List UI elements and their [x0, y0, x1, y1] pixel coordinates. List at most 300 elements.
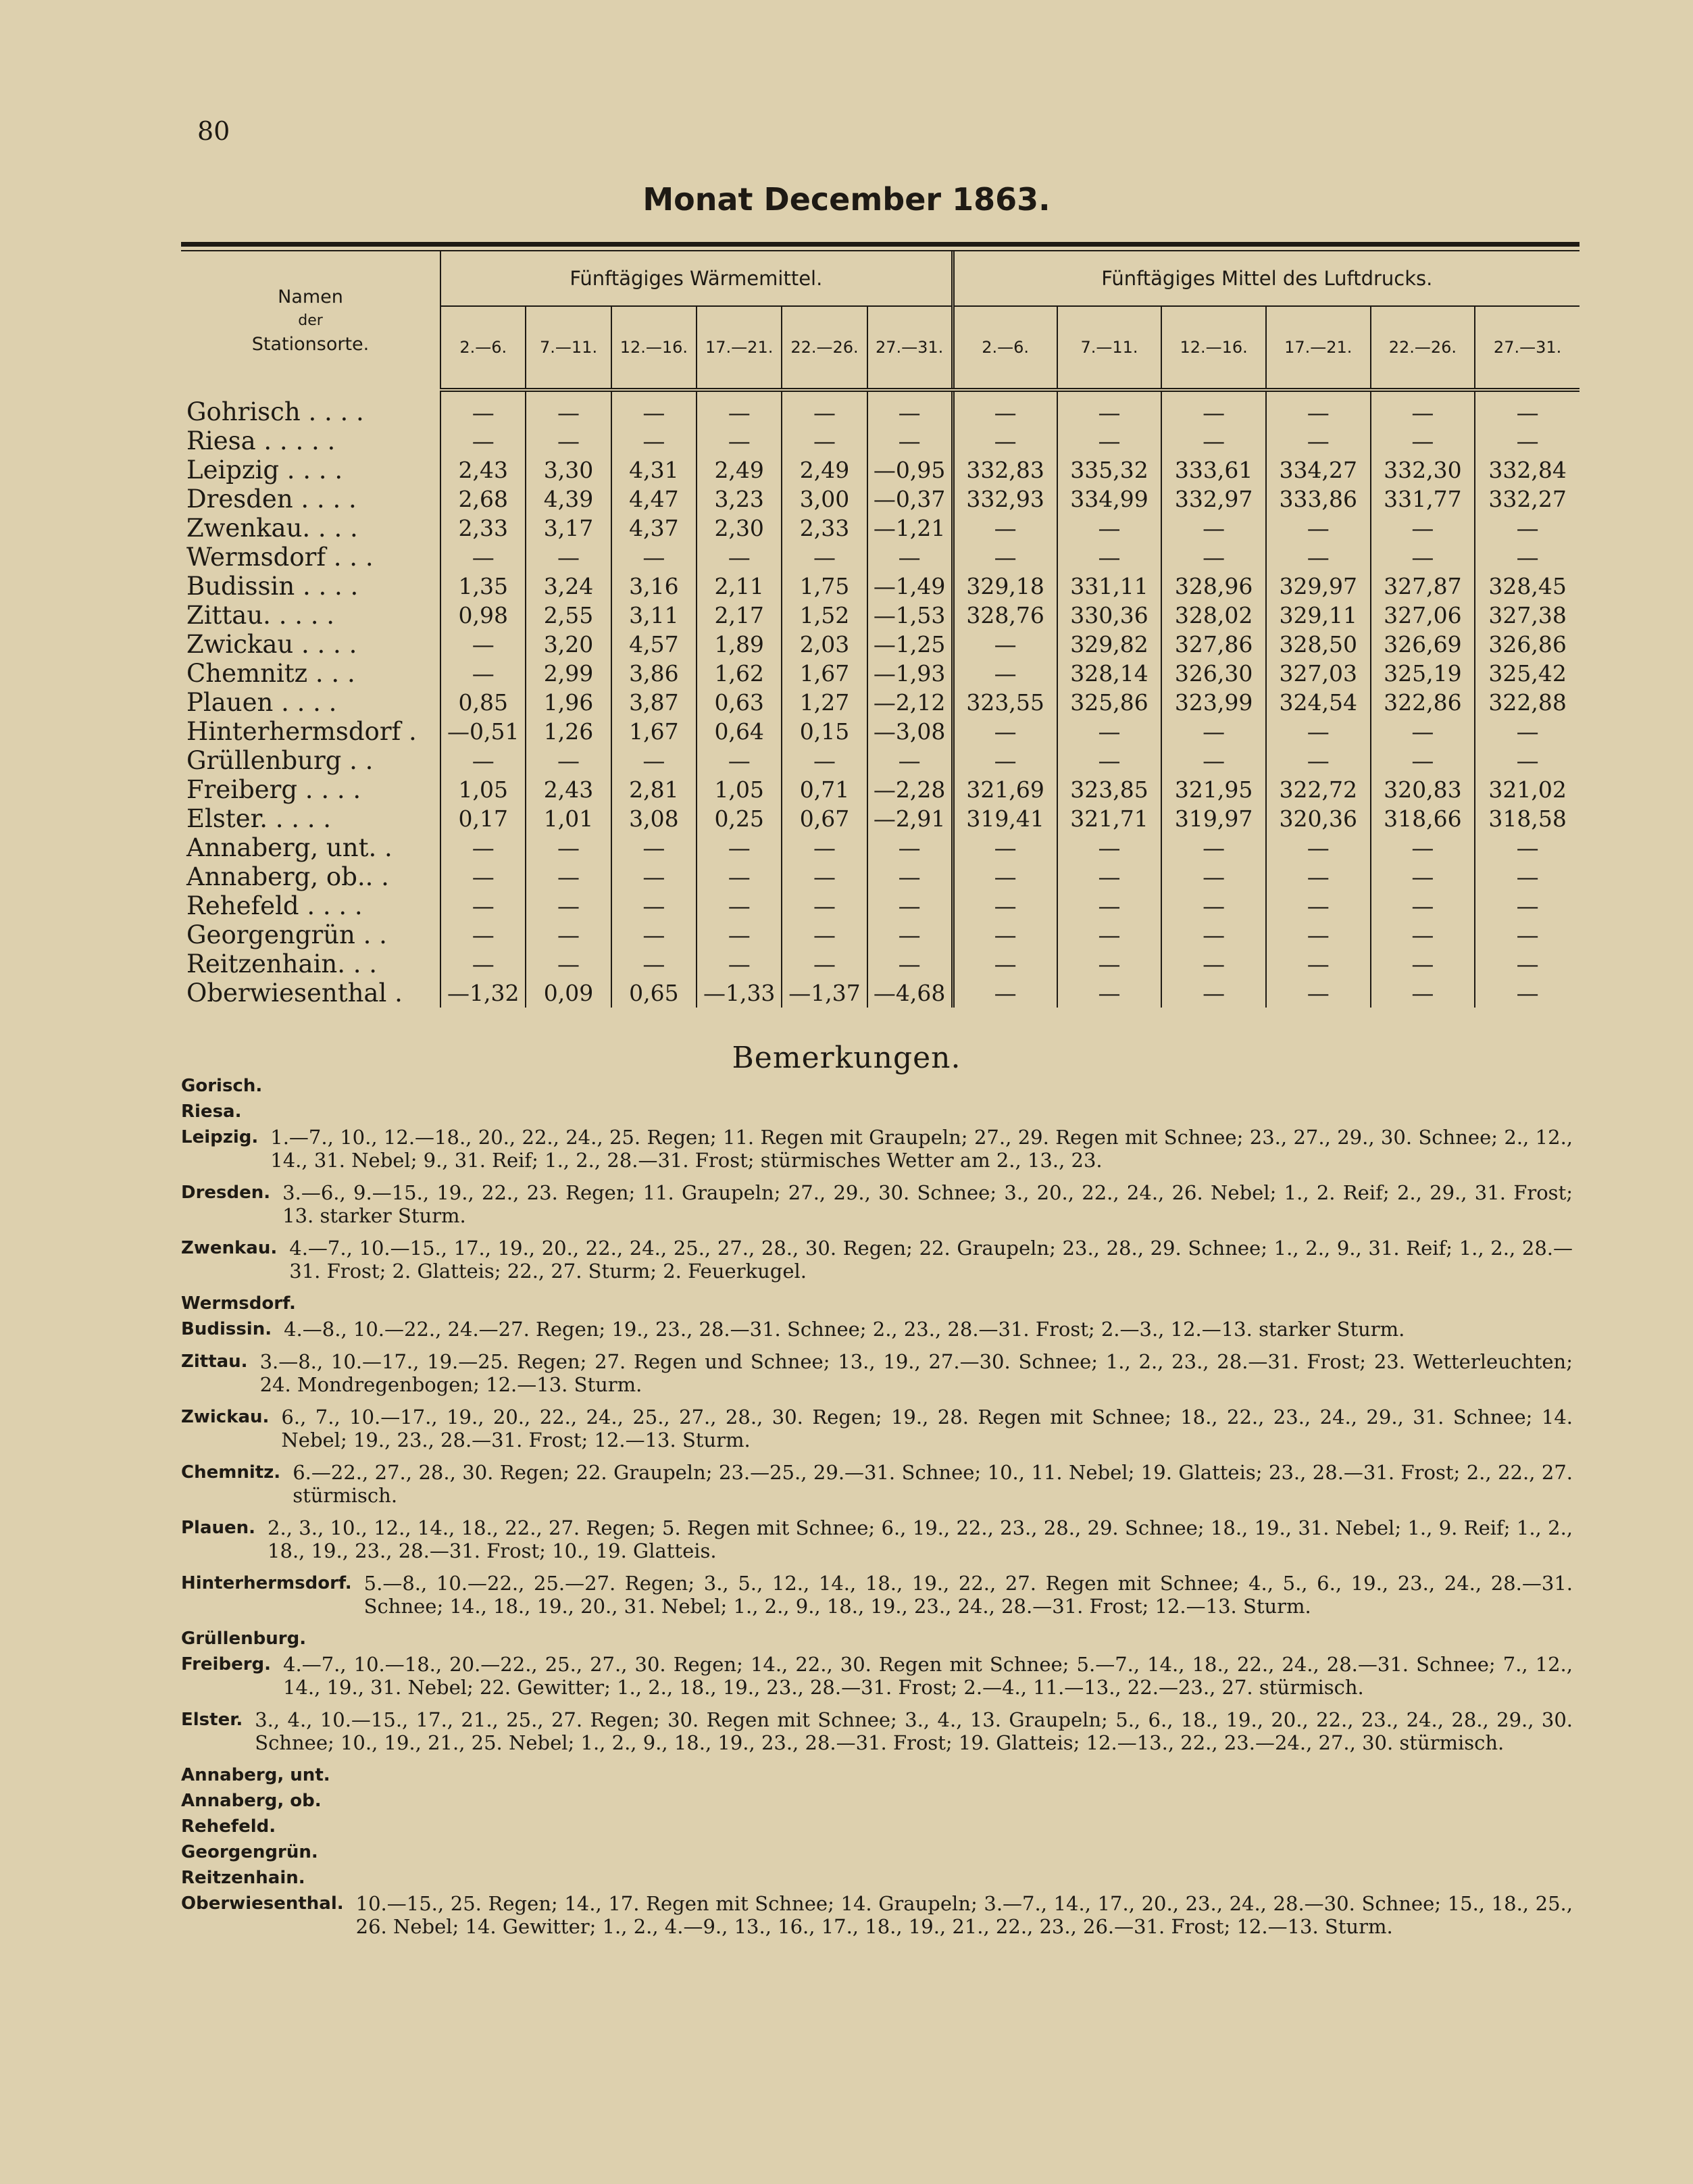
pressure-period-header: 12.—16. — [1161, 306, 1266, 390]
pressure-cell: 327,38 — [1475, 601, 1580, 630]
pressure-cell: — — [1266, 390, 1371, 426]
temp-period-header: 17.—21. — [697, 306, 782, 390]
pressure-period-header: 22.—26. — [1371, 306, 1475, 390]
pressure-cell: — — [1161, 949, 1266, 978]
pressure-cell: 334,27 — [1266, 455, 1371, 485]
pressure-cell: — — [1371, 978, 1475, 1008]
remark-entry — [181, 1841, 1573, 1864]
pressure-cell: — — [1266, 426, 1371, 455]
pressure-cell: 326,30 — [1161, 659, 1266, 688]
temperature-cell: 2,81 — [611, 775, 697, 804]
pressure-cell: 329,18 — [953, 572, 1057, 601]
temperature-cell: 0,65 — [611, 978, 697, 1008]
pressure-cell: 325,42 — [1475, 659, 1580, 688]
pressure-cell: 323,99 — [1161, 688, 1266, 717]
pressure-cell: 328,45 — [1475, 572, 1580, 601]
station-name: Riesa . . . . . — [186, 426, 336, 455]
pressure-cell: — — [1475, 920, 1580, 949]
pressure-cell: 327,86 — [1161, 630, 1266, 659]
pressure-cell: — — [1161, 543, 1266, 572]
temperature-cell: 1,26 — [526, 717, 611, 746]
remark-station-label: Riesa. — [181, 1101, 242, 1122]
table-row — [181, 630, 1580, 659]
temperature-cell: 0,09 — [526, 978, 611, 1008]
pressure-cell: 322,86 — [1371, 688, 1475, 717]
temperature-cell: 2,49 — [697, 455, 782, 485]
pressure-cell: 321,69 — [953, 775, 1057, 804]
temperature-cell: 0,98 — [440, 601, 526, 630]
pressure-cell: 324,54 — [1266, 688, 1371, 717]
remark-text: 4.—7., 10.—18., 20.—22., 25., 27., 30. Regen; 14., 22., 30. Regen mit Schnee; 5.—7., 14., 18., 22., 24., 28.—31. Schnee; 7., 12., 14., 19., 31. Nebel; 22. Gewitter; 1., 2., 18., 19., 23., 28.—31. Frost; 2.—4., 11.—13., 22.—23., 27. stürmisch. — [283, 1653, 1573, 1699]
pressure-cell: 318,66 — [1371, 804, 1475, 833]
pressure-cell: 328,02 — [1161, 601, 1266, 630]
pressure-cell: — — [953, 717, 1057, 746]
station-name: Oberwiesenthal . — [186, 978, 403, 1008]
pressure-cell: — — [1371, 717, 1475, 746]
remark-entry — [181, 1815, 1573, 1838]
temperature-cell: — — [440, 543, 526, 572]
temperature-cell: — — [440, 659, 526, 688]
temperature-cell: — — [782, 390, 867, 426]
temperature-cell: — — [867, 833, 953, 862]
temperature-cell: 2,99 — [526, 659, 611, 688]
station-name: Grüllenburg . . — [186, 746, 374, 775]
temperature-cell: 4,31 — [611, 455, 697, 485]
remark-text — [343, 1764, 1573, 1787]
temperature-cell: — — [440, 426, 526, 455]
temperature-cell: 1,96 — [526, 688, 611, 717]
pressure-cell: 322,72 — [1266, 775, 1371, 804]
temperature-cell: — — [611, 390, 697, 426]
pressure-cell: — — [1057, 862, 1162, 891]
table-row — [181, 390, 1580, 426]
temperature-cell: — — [697, 426, 782, 455]
data-table — [181, 251, 1580, 1008]
pressure-cell: — — [1161, 514, 1266, 543]
remark-station-label: Reitzenhain. — [181, 1868, 305, 1888]
temperature-cell: — — [697, 833, 782, 862]
temperature-cell: —1,21 — [867, 514, 953, 543]
pressure-cell: 329,82 — [1057, 630, 1162, 659]
pressure-cell: — — [1475, 833, 1580, 862]
pressure-cell: — — [1057, 833, 1162, 862]
remark-entry — [181, 1708, 1573, 1754]
temperature-cell: — — [782, 862, 867, 891]
pressure-cell: 322,88 — [1475, 688, 1580, 717]
station-name: Chemnitz . . . — [186, 659, 355, 688]
pressure-cell: 332,27 — [1475, 485, 1580, 514]
temperature-cell: — — [697, 920, 782, 949]
header-name-line-3: Stationsorte. — [251, 333, 370, 355]
temperature-cell: — — [440, 920, 526, 949]
temperature-cell: 2,68 — [440, 485, 526, 514]
temperature-cell: — — [611, 426, 697, 455]
temperature-cell: —1,33 — [697, 978, 782, 1008]
temperature-cell: 4,47 — [611, 485, 697, 514]
remark-station-label: Plauen. — [181, 1518, 256, 1538]
pressure-cell: — — [1371, 543, 1475, 572]
temperature-cell: —1,37 — [782, 978, 867, 1008]
temperature-cell: —2,28 — [867, 775, 953, 804]
remark-entry — [181, 1572, 1573, 1618]
temperature-cell: — — [611, 920, 697, 949]
pressure-cell: 331,77 — [1371, 485, 1475, 514]
temperature-cell: 3,00 — [782, 485, 867, 514]
temperature-cell: — — [526, 833, 611, 862]
remark-text — [318, 1866, 1573, 1889]
temperature-cell: 1,05 — [440, 775, 526, 804]
temperature-cell: 0,15 — [782, 717, 867, 746]
station-name: Annaberg, unt. . — [186, 833, 393, 862]
temperature-cell: — — [440, 833, 526, 862]
temperature-cell: —2,91 — [867, 804, 953, 833]
temp-period-header: 2.—6. — [440, 306, 526, 390]
pressure-cell: 328,14 — [1057, 659, 1162, 688]
pressure-cell: — — [1161, 426, 1266, 455]
pressure-period-header: 7.—11. — [1057, 306, 1162, 390]
temperature-cell: —0,51 — [440, 717, 526, 746]
table-row — [181, 543, 1580, 572]
temperature-cell: — — [697, 949, 782, 978]
pressure-cell: 321,71 — [1057, 804, 1162, 833]
remark-station-label: Georgengrün. — [181, 1842, 318, 1862]
temperature-cell: — — [867, 426, 953, 455]
temperature-cell: 1,52 — [782, 601, 867, 630]
temperature-cell: 3,87 — [611, 688, 697, 717]
temperature-cell: —1,49 — [867, 572, 953, 601]
pressure-cell: 329,11 — [1266, 601, 1371, 630]
temperature-cell: — — [440, 630, 526, 659]
pressure-cell: — — [1371, 426, 1475, 455]
pressure-cell: — — [1475, 543, 1580, 572]
temp-period-header: 12.—16. — [611, 306, 697, 390]
temperature-cell: — — [867, 746, 953, 775]
remark-station-label: Oberwiesenthal. — [181, 1893, 344, 1914]
pressure-cell: — — [953, 862, 1057, 891]
remark-station-label: Budissin. — [181, 1319, 272, 1339]
temperature-cell: — — [782, 426, 867, 455]
pressure-period-header: 17.—21. — [1266, 306, 1371, 390]
temperature-cell: 1,27 — [782, 688, 867, 717]
temperature-cell: 2,43 — [526, 775, 611, 804]
pressure-cell: — — [953, 746, 1057, 775]
remark-station-label: Annaberg, unt. — [181, 1765, 330, 1785]
temperature-cell: — — [440, 862, 526, 891]
temperature-cell: —4,68 — [867, 978, 953, 1008]
temperature-cell: — — [782, 891, 867, 920]
table-row — [181, 485, 1580, 514]
pressure-cell: — — [1057, 891, 1162, 920]
temperature-cell: 4,57 — [611, 630, 697, 659]
pressure-cell: — — [1266, 920, 1371, 949]
header-name-line-1: Namen — [278, 286, 343, 307]
pressure-cell: — — [1475, 514, 1580, 543]
pressure-cell: — — [1266, 543, 1371, 572]
pressure-cell: — — [1057, 717, 1162, 746]
pressure-cell: — — [1266, 978, 1371, 1008]
temperature-cell: — — [697, 746, 782, 775]
pressure-cell: 332,30 — [1371, 455, 1475, 485]
table-row — [181, 601, 1580, 630]
table-row — [181, 978, 1580, 1008]
temperature-cell: — — [440, 891, 526, 920]
header-row-groups — [181, 251, 1580, 306]
remark-station-label: Leipzig. — [181, 1127, 259, 1147]
temperature-cell: 0,64 — [697, 717, 782, 746]
pressure-cell: — — [1057, 390, 1162, 426]
remark-text: 5.—8., 10.—22., 25.—27. Regen; 3., 5., 12., 14., 18., 19., 22., 27. Regen mit Schnee; 4., 5., 6., 19., 23., 24., 28.—31. Schnee; 14., 18., 19., 20., 31. Nebel; 1., 2., 9., 18., 19., 23., 24., 28.—31. Frost; 12.—13. Sturm. — [363, 1572, 1573, 1618]
temperature-cell: —3,08 — [867, 717, 953, 746]
remark-station-label: Freiberg. — [181, 1654, 272, 1674]
pressure-cell: — — [1475, 426, 1580, 455]
pressure-cell: 328,50 — [1266, 630, 1371, 659]
pressure-cell: — — [1161, 862, 1266, 891]
temperature-cell: — — [440, 949, 526, 978]
pressure-cell: — — [1057, 949, 1162, 978]
pressure-cell: 318,58 — [1475, 804, 1580, 833]
pressure-cell: 326,86 — [1475, 630, 1580, 659]
temperature-cell: 1,01 — [526, 804, 611, 833]
temperature-cell: 3,24 — [526, 572, 611, 601]
temperature-cell: —1,93 — [867, 659, 953, 688]
temperature-cell: 0,17 — [440, 804, 526, 833]
remark-text: 1.—7., 10., 12.—18., 20., 22., 24., 25. Regen; 11. Regen mit Graupeln; 27., 29. Regen mit Schnee; 23., 27., 29., 30. Schnee; 2., 12., 14., 31. Nebel; 9., 31. Reif; 1., 2., 28.—31. Frost; stürmisches Wetter am 2., 13., 23. — [270, 1126, 1573, 1172]
pressure-cell: — — [1161, 833, 1266, 862]
temperature-cell: 0,67 — [782, 804, 867, 833]
remark-station-label: Zittau. — [181, 1351, 248, 1372]
remark-station-label: Dresden. — [181, 1183, 271, 1203]
pressure-cell: 329,97 — [1266, 572, 1371, 601]
pressure-cell: 335,32 — [1057, 455, 1162, 485]
pressure-cell: — — [1266, 862, 1371, 891]
temperature-cell: — — [782, 543, 867, 572]
pressure-cell: — — [953, 426, 1057, 455]
station-name: Elster. . . . . — [186, 804, 332, 833]
pressure-cell: — — [1161, 891, 1266, 920]
pressure-cell: 333,61 — [1161, 455, 1266, 485]
station-name: Hinterhermsdorf . — [186, 717, 417, 746]
temperature-cell: — — [611, 862, 697, 891]
pressure-cell: — — [1371, 833, 1475, 862]
temperature-cell: — — [867, 543, 953, 572]
pressure-cell: 327,06 — [1371, 601, 1475, 630]
pressure-cell: 325,19 — [1371, 659, 1475, 688]
temperature-cell: — — [782, 746, 867, 775]
pressure-cell: 327,03 — [1266, 659, 1371, 688]
temperature-cell: — — [867, 390, 953, 426]
temperature-cell: — — [782, 949, 867, 978]
temperature-cell: 1,05 — [697, 775, 782, 804]
pressure-cell: — — [1057, 426, 1162, 455]
remark-text — [253, 1100, 1573, 1123]
temperature-cell: 2,30 — [697, 514, 782, 543]
table-row — [181, 949, 1580, 978]
temperature-cell: — — [867, 891, 953, 920]
temperature-cell: 3,86 — [611, 659, 697, 688]
remark-entry — [181, 1292, 1573, 1315]
temp-period-header: 27.—31. — [867, 306, 953, 390]
temperature-cell: 3,08 — [611, 804, 697, 833]
table-row — [181, 572, 1580, 601]
table-row — [181, 514, 1580, 543]
temperature-cell: — — [782, 920, 867, 949]
pressure-cell: — — [1475, 978, 1580, 1008]
pressure-cell: 321,02 — [1475, 775, 1580, 804]
pressure-cell: — — [1266, 746, 1371, 775]
pressure-period-header: 27.—31. — [1475, 306, 1580, 390]
pressure-cell: — — [1371, 390, 1475, 426]
pressure-cell: — — [1475, 717, 1580, 746]
table-row — [181, 455, 1580, 485]
pressure-cell: — — [953, 949, 1057, 978]
table-row — [181, 862, 1580, 891]
temperature-cell: 2,55 — [526, 601, 611, 630]
remark-text: 3., 4., 10.—15., 17., 21., 25., 27. Regen; 30. Regen mit Schnee; 3., 4., 13. Graupeln; 5., 6., 18., 19., 20., 22., 23., 24., 28., 29., 30. Schnee; 10., 19., 21., 25. Nebel; 1., 2., 9., 18., 19., 23., 28.—31. Frost; 19. Glatteis; 12.—13., 22., 23.—24., 27., 30. stürmisch. — [255, 1708, 1573, 1754]
pressure-cell: — — [1475, 746, 1580, 775]
temperature-cell: 3,11 — [611, 601, 697, 630]
station-name: Zwenkau. . . . — [186, 514, 358, 543]
pressure-cell: 332,93 — [953, 485, 1057, 514]
remark-text — [330, 1841, 1573, 1864]
table-row — [181, 920, 1580, 949]
remark-station-label: Zwickau. — [181, 1407, 270, 1427]
pressure-cell: 319,97 — [1161, 804, 1266, 833]
pressure-cell: 332,84 — [1475, 455, 1580, 485]
remark-station-label: Hinterhermsdorf. — [181, 1573, 352, 1593]
station-name: Budissin . . . . — [186, 572, 359, 601]
pressure-cell: — — [953, 978, 1057, 1008]
temperature-cell: 0,63 — [697, 688, 782, 717]
pressure-cell: 328,96 — [1161, 572, 1266, 601]
table-row — [181, 891, 1580, 920]
temperature-cell: — — [526, 862, 611, 891]
pressure-cell: 319,41 — [953, 804, 1057, 833]
temperature-cell: 3,17 — [526, 514, 611, 543]
table-top-rule — [181, 242, 1580, 247]
pressure-cell: 323,55 — [953, 688, 1057, 717]
temperature-cell: — — [867, 862, 953, 891]
pressure-cell: — — [1057, 746, 1162, 775]
remark-text: 3.—8., 10.—17., 19.—25. Regen; 27. Regen und Schnee; 13., 19., 27.—30. Schnee; 1., 2., 23., 28.—31. Frost; 23. Wetterleuchten; 24. Mondregenbogen; 12.—13. Sturm. — [259, 1350, 1573, 1396]
remark-station-label: Elster. — [181, 1710, 243, 1730]
pressure-cell: — — [1161, 746, 1266, 775]
remark-entry — [181, 1100, 1573, 1123]
remark-entry — [181, 1866, 1573, 1889]
station-name: Plauen . . . . — [186, 688, 337, 717]
temperature-cell: — — [526, 543, 611, 572]
header-name-line-2: der — [298, 312, 323, 329]
remark-entry — [181, 1627, 1573, 1650]
remark-station-label: Grüllenburg. — [181, 1629, 307, 1649]
temp-period-header: 22.—26. — [782, 306, 867, 390]
remark-entry — [181, 1461, 1573, 1507]
temperature-cell: — — [526, 949, 611, 978]
remark-station-label: Gorisch. — [181, 1076, 263, 1096]
temperature-cell: 2,43 — [440, 455, 526, 485]
pressure-cell: — — [1161, 390, 1266, 426]
remark-entry — [181, 1126, 1573, 1172]
temperature-cell: — — [867, 920, 953, 949]
pressure-cell: 334,99 — [1057, 485, 1162, 514]
temperature-cell: — — [782, 833, 867, 862]
remark-entry — [181, 1764, 1573, 1787]
table-row — [181, 775, 1580, 804]
remark-text — [308, 1292, 1573, 1315]
pressure-cell: — — [1266, 891, 1371, 920]
pressure-cell: 326,69 — [1371, 630, 1475, 659]
pressure-cell: 331,11 — [1057, 572, 1162, 601]
remark-entry — [181, 1653, 1573, 1699]
temperature-cell: 4,39 — [526, 485, 611, 514]
temperature-cell: —1,25 — [867, 630, 953, 659]
temperature-cell: — — [526, 390, 611, 426]
remark-entry — [181, 1318, 1573, 1341]
temperature-cell: 3,30 — [526, 455, 611, 485]
remark-text — [334, 1789, 1573, 1812]
remark-entry — [181, 1789, 1573, 1812]
pressure-cell: — — [1371, 920, 1475, 949]
temperature-cell: — — [440, 746, 526, 775]
station-name: Zittau. . . . . — [186, 601, 335, 630]
pressure-cell: 332,83 — [953, 455, 1057, 485]
pressure-cell: — — [953, 543, 1057, 572]
pressure-cell: — — [1057, 514, 1162, 543]
remark-station-label: Wermsdorf. — [181, 1293, 296, 1314]
pressure-group-header: Fünftägiges Mittel des Luftdrucks. — [953, 251, 1580, 306]
temperature-cell: 2,17 — [697, 601, 782, 630]
station-name: Freiberg . . . . — [186, 775, 361, 804]
remark-station-label: Rehefeld. — [181, 1816, 276, 1837]
temperature-cell: 0,25 — [697, 804, 782, 833]
pressure-cell: — — [1266, 717, 1371, 746]
table-row — [181, 746, 1580, 775]
temperature-cell: — — [526, 746, 611, 775]
remark-text: 6., 7., 10.—17., 19., 20., 22., 24., 25., 27., 28., 30. Regen; 19., 28. Regen mit Schnee; 18., 22., 23., 24., 29., 31. Schnee; 14. Nebel; 19., 23., 28.—31. Frost; 12.—13. Sturm. — [281, 1406, 1573, 1451]
temperature-cell: 2,03 — [782, 630, 867, 659]
table-body — [181, 390, 1580, 1008]
table-row — [181, 659, 1580, 688]
pressure-cell: 332,97 — [1161, 485, 1266, 514]
temperature-cell: 1,62 — [697, 659, 782, 688]
pressure-cell: 328,76 — [953, 601, 1057, 630]
pressure-cell: — — [953, 891, 1057, 920]
remarks-title: Bemerkungen. — [732, 1041, 961, 1075]
remark-text: 3.—6., 9.—15., 19., 22., 23. Regen; 11. Graupeln; 27., 29., 30. Schnee; 3., 20., 22., 24., 26. Nebel; 1., 2. Reif; 2., 29., 31. Frost; 13. starker Sturm. — [282, 1181, 1573, 1227]
temperature-cell: 1,67 — [611, 717, 697, 746]
table-row — [181, 688, 1580, 717]
table-row — [181, 804, 1580, 833]
table-row — [181, 717, 1580, 746]
pressure-cell: — — [1161, 920, 1266, 949]
pressure-cell: 330,36 — [1057, 601, 1162, 630]
pressure-cell: — — [1475, 949, 1580, 978]
temperature-cell: 3,16 — [611, 572, 697, 601]
pressure-cell: — — [1057, 978, 1162, 1008]
pressure-cell: 321,95 — [1161, 775, 1266, 804]
remark-entry — [181, 1892, 1573, 1938]
remark-text — [318, 1627, 1573, 1650]
pressure-cell: — — [1371, 949, 1475, 978]
pressure-cell: — — [1057, 920, 1162, 949]
temperature-cell: — — [440, 390, 526, 426]
remark-station-label: Chemnitz. — [181, 1462, 281, 1483]
temperature-cell: — — [611, 949, 697, 978]
page-title: Monat December 1863. — [642, 181, 1051, 218]
temperature-cell: —0,37 — [867, 485, 953, 514]
station-name: Georgengrün . . — [186, 920, 387, 949]
temperature-cell: 4,37 — [611, 514, 697, 543]
remark-text: 4.—7., 10.—15., 17., 19., 20., 22., 24., 25., 27., 28., 30. Regen; 22. Graupeln; 23., 28., 29. Schnee; 1., 2., 9., 31. Reif; 1., 2., 28.—31. Frost; 2. Glatteis; 22., 27. Sturm; 2. Feuerkugel. — [289, 1237, 1573, 1283]
